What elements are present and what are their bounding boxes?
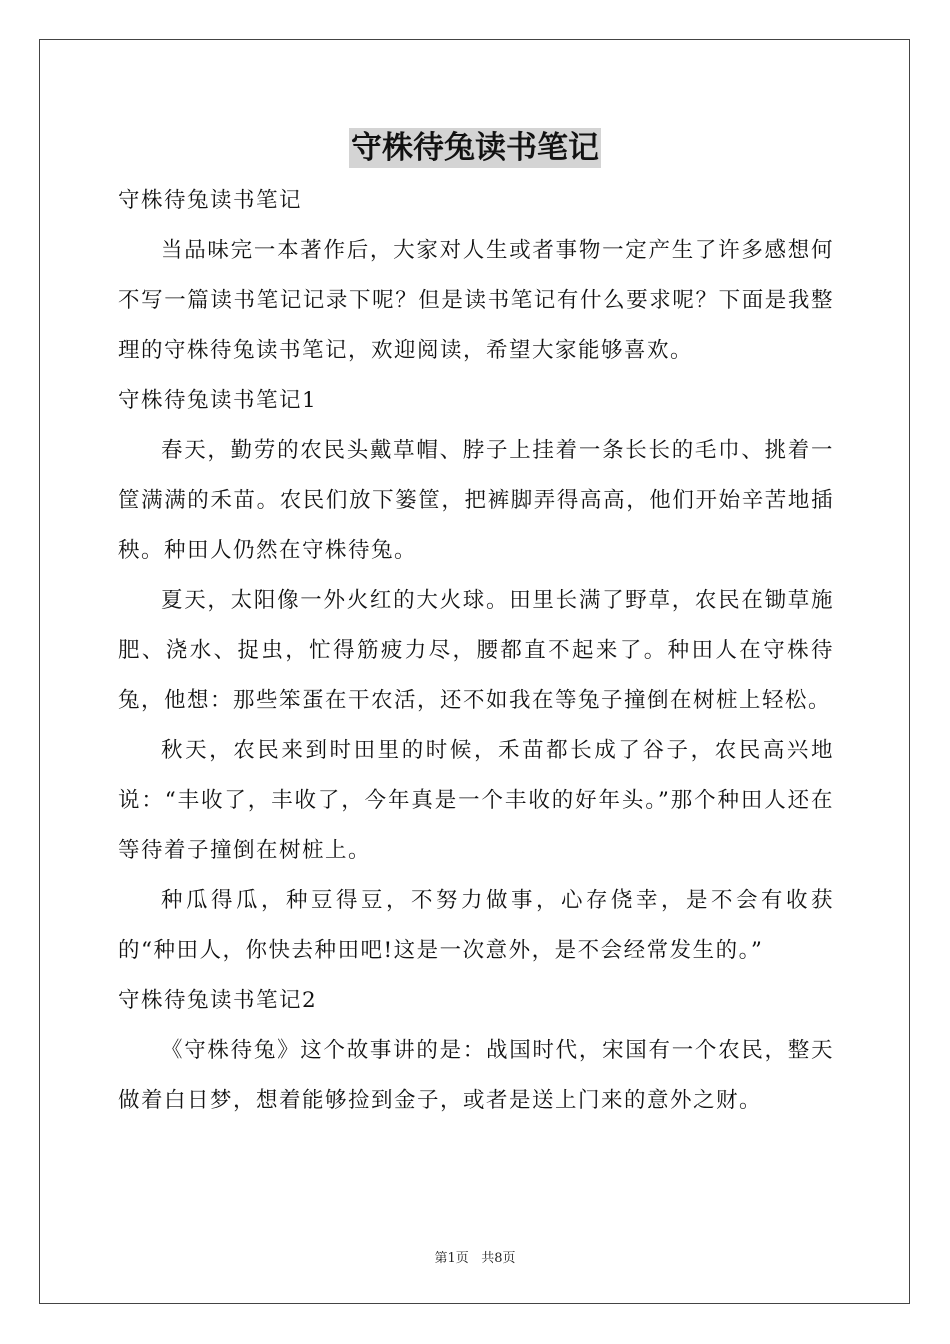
page-footer bbox=[0, 1247, 950, 1266]
document-title: 守株待兔读书笔记 bbox=[351, 130, 599, 166]
intro-paragraph: 当品味完一本著作后，大家对人生或者事物一定产生了许多感想何不写一篇读书笔记记录下呢？但是读书笔记有什么要求呢？下面是我整理的守株待兔读书笔记，欢迎阅读，希望大家能够喜欢。 bbox=[118, 238, 834, 363]
page-total: 共8页 bbox=[481, 1251, 516, 1266]
section-heading-2: 守株待兔读书笔记2 bbox=[118, 988, 318, 1013]
paragraph-moral: 种瓜得瓜，种豆得豆，不努力做事，心存侥幸，是不会有收获的“种田人，你快去种田吧!这是一次意外，是不会经常发生的。” bbox=[118, 888, 834, 963]
subtitle-heading: 守株待兔读书笔记 bbox=[118, 188, 303, 213]
title-container bbox=[0, 128, 950, 168]
paragraph-spring: 春天，勤劳的农民头戴草帽、脖子上挂着一条长长的毛巾、挑着一筐满满的禾苗。农民们放下篓筐，把裤脚弄得高高，他们开始辛苦地插秧。种田人仍然在守株待兔。 bbox=[118, 438, 834, 563]
section-heading-1: 守株待兔读书笔记1 bbox=[118, 388, 318, 413]
document-body bbox=[118, 176, 834, 1126]
paragraph-summer: 夏天，太阳像一外火红的大火球。田里长满了野草，农民在锄草施肥、浇水、捉虫，忙得筋疲力尽，腰都直不起来了。种田人在守株待兔，他想：那些笨蛋在干农活，还不如我在等兔子撞倒在树桩上轻松。 bbox=[118, 588, 834, 713]
paragraph-autumn: 秋天，农民来到时田里的时候，禾苗都长成了谷子，农民高兴地说：“丰收了，丰收了，今年真是一个丰收的好年头。”那个种田人还在等待着子撞倒在树桩上。 bbox=[118, 738, 834, 863]
paragraph-story: 《守株待兔》这个故事讲的是：战国时代，宋国有一个农民，整天做着白日梦，想着能够捡到金子，或者是送上门来的意外之财。 bbox=[118, 1038, 834, 1113]
page-number: 第1页 bbox=[434, 1251, 469, 1266]
